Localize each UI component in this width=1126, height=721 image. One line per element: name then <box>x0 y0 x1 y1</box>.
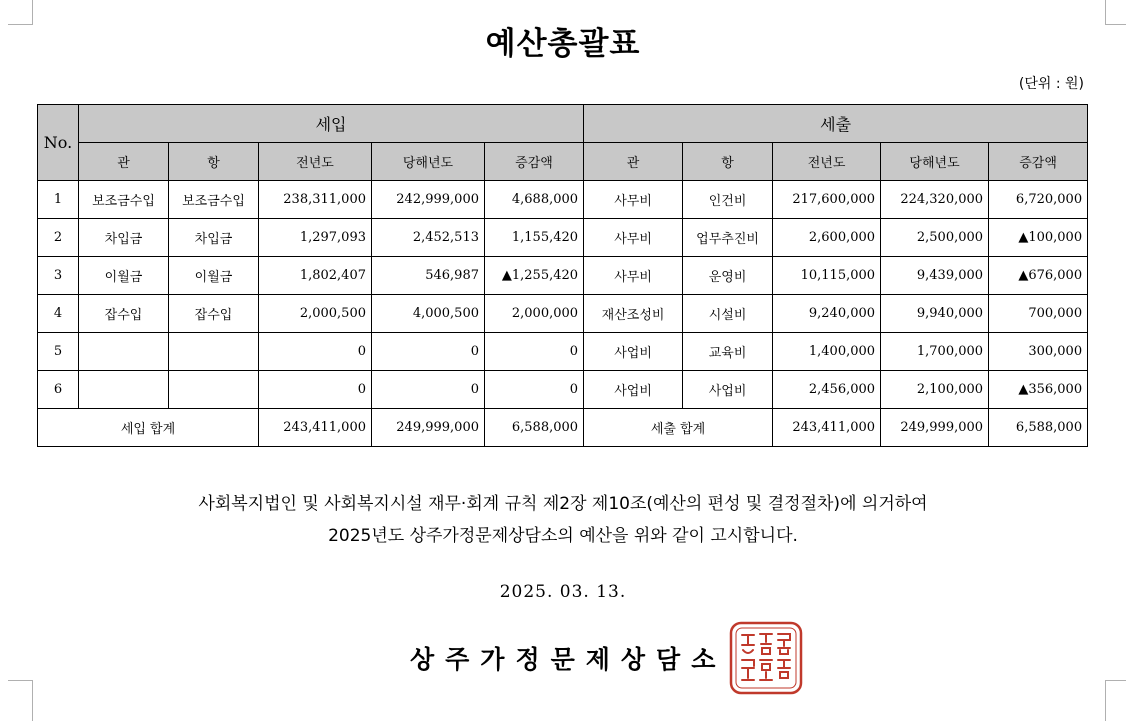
exp-change: 6,720,000 <box>989 181 1088 219</box>
table-row <box>38 219 1088 257</box>
rev-curr: 242,999,000 <box>372 181 485 219</box>
rev-hang-header: 항 <box>169 143 259 181</box>
exp-prev: 1,400,000 <box>773 333 881 371</box>
exp-hang: 시설비 <box>683 295 773 333</box>
rev-hang <box>169 371 259 409</box>
exp-change: ▲100,000 <box>989 219 1088 257</box>
exp-curr: 224,320,000 <box>881 181 989 219</box>
row-no: 4 <box>38 295 79 333</box>
table-row <box>38 333 1088 371</box>
rev-prev-header: 전년도 <box>259 143 372 181</box>
budget-summary-table <box>37 104 1088 447</box>
rev-change-header: 증감액 <box>485 143 584 181</box>
rev-change: 1,155,420 <box>485 219 584 257</box>
expense-total-prev: 243,411,000 <box>773 409 881 447</box>
page-corner-mark <box>1105 680 1126 721</box>
exp-hang: 운영비 <box>683 257 773 295</box>
rev-change: 2,000,000 <box>485 295 584 333</box>
exp-gwan-header: 관 <box>584 143 683 181</box>
rev-curr-header: 당해년도 <box>372 143 485 181</box>
exp-gwan: 재산조성비 <box>584 295 683 333</box>
row-no: 5 <box>38 333 79 371</box>
no-header: No. <box>38 105 79 181</box>
exp-hang: 사업비 <box>683 371 773 409</box>
rev-change: 4,688,000 <box>485 181 584 219</box>
exp-prev: 9,240,000 <box>773 295 881 333</box>
expense-total-change: 6,588,000 <box>989 409 1088 447</box>
table-row <box>38 295 1088 333</box>
table-row <box>38 257 1088 295</box>
notice-line-2: 2025년도 상주가정문제상담소의 예산을 위와 같이 고시합니다. <box>328 526 798 546</box>
row-no: 1 <box>38 181 79 219</box>
row-no: 6 <box>38 371 79 409</box>
rev-curr: 2,452,513 <box>372 219 485 257</box>
exp-prev-header: 전년도 <box>773 143 881 181</box>
revenue-header: 세입 <box>79 105 584 143</box>
rev-prev: 1,297,093 <box>259 219 372 257</box>
rev-curr: 546,987 <box>372 257 485 295</box>
rev-gwan: 이월금 <box>79 257 169 295</box>
table-row <box>38 371 1088 409</box>
rev-prev: 238,311,000 <box>259 181 372 219</box>
rev-gwan-header: 관 <box>79 143 169 181</box>
rev-prev: 1,802,407 <box>259 257 372 295</box>
exp-curr: 9,940,000 <box>881 295 989 333</box>
exp-hang: 인건비 <box>683 181 773 219</box>
rev-gwan: 잡수입 <box>79 295 169 333</box>
revenue-total-label: 세입 합계 <box>38 409 259 447</box>
exp-hang-header: 항 <box>683 143 773 181</box>
exp-curr: 1,700,000 <box>881 333 989 371</box>
expense-total-curr: 249,999,000 <box>881 409 989 447</box>
exp-change-header: 증감액 <box>989 143 1088 181</box>
rev-hang: 잡수입 <box>169 295 259 333</box>
rev-prev: 0 <box>259 333 372 371</box>
notice-line-1: 사회복지법인 및 사회복지시설 재무·회계 규칙 제2장 제10조(예산의 편성 및 결정절차)에 의거하여 <box>198 494 928 514</box>
exp-change: ▲356,000 <box>989 371 1088 409</box>
exp-gwan: 사업비 <box>584 333 683 371</box>
revenue-total-prev: 243,411,000 <box>259 409 372 447</box>
exp-prev: 10,115,000 <box>773 257 881 295</box>
unit-note: (단위 : 원) <box>1018 76 1084 92</box>
rev-curr: 4,000,500 <box>372 295 485 333</box>
official-seal-icon <box>728 620 804 696</box>
exp-change: 700,000 <box>989 295 1088 333</box>
rev-change: 0 <box>485 371 584 409</box>
exp-prev: 2,600,000 <box>773 219 881 257</box>
rev-hang: 보조금수입 <box>169 181 259 219</box>
totals-row <box>38 409 1088 447</box>
exp-gwan: 사업비 <box>584 371 683 409</box>
rev-gwan <box>79 371 169 409</box>
row-no: 3 <box>38 257 79 295</box>
expense-total-label: 세출 합계 <box>584 409 773 447</box>
rev-gwan <box>79 333 169 371</box>
revenue-total-change: 6,588,000 <box>485 409 584 447</box>
rev-prev: 0 <box>259 371 372 409</box>
rev-hang: 차입금 <box>169 219 259 257</box>
exp-curr-header: 당해년도 <box>881 143 989 181</box>
document-title: 예산총괄표 <box>485 26 641 62</box>
exp-curr: 2,500,000 <box>881 219 989 257</box>
rev-hang: 이월금 <box>169 257 259 295</box>
notice-date: 2025. 03. 13. <box>499 582 627 602</box>
organization-name: 상주가정문제상담소 <box>410 645 727 674</box>
rev-change: ▲1,255,420 <box>485 257 584 295</box>
page-corner-mark <box>8 680 33 721</box>
rev-hang <box>169 333 259 371</box>
expense-header: 세출 <box>584 105 1088 143</box>
exp-gwan: 사무비 <box>584 257 683 295</box>
exp-gwan: 사무비 <box>584 181 683 219</box>
rev-prev: 2,000,500 <box>259 295 372 333</box>
exp-curr: 2,100,000 <box>881 371 989 409</box>
exp-change: ▲676,000 <box>989 257 1088 295</box>
rev-change: 0 <box>485 333 584 371</box>
exp-curr: 9,439,000 <box>881 257 989 295</box>
exp-prev: 217,600,000 <box>773 181 881 219</box>
exp-change: 300,000 <box>989 333 1088 371</box>
rev-curr: 0 <box>372 371 485 409</box>
exp-gwan: 사무비 <box>584 219 683 257</box>
rev-gwan: 보조금수입 <box>79 181 169 219</box>
exp-hang: 업무추진비 <box>683 219 773 257</box>
rev-curr: 0 <box>372 333 485 371</box>
exp-prev: 2,456,000 <box>773 371 881 409</box>
revenue-total-curr: 249,999,000 <box>372 409 485 447</box>
rev-gwan: 차입금 <box>79 219 169 257</box>
table-row <box>38 181 1088 219</box>
row-no: 2 <box>38 219 79 257</box>
exp-hang: 교육비 <box>683 333 773 371</box>
